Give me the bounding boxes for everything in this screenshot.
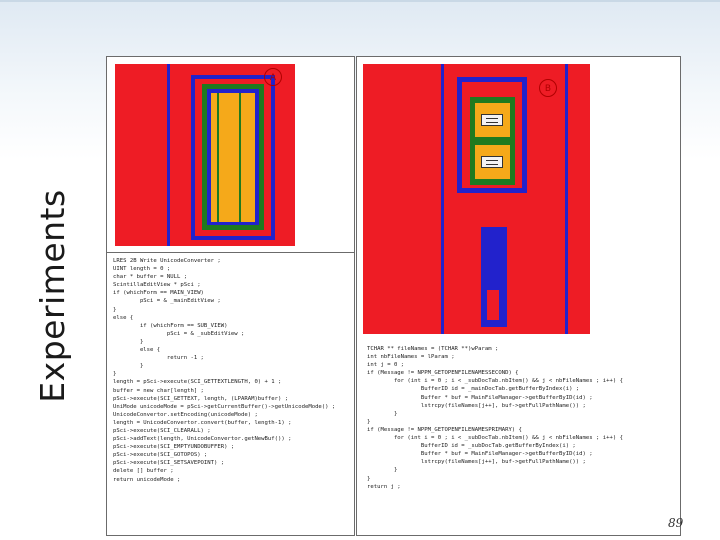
code-line: delete [] buffer ; [113, 468, 174, 475]
code-line: return -1 ; [113, 355, 204, 362]
code-line: UniMode unicodeMode = pSci->getCurrentBuffer()->getUnicodeMode() ; [113, 403, 336, 410]
page-number: 89 [668, 516, 684, 530]
diagram-b-red-slot [486, 289, 500, 321]
slide-title: Experiments [33, 189, 72, 403]
code-line: if (Message != NPPM_GETOPENFILENAMESPRIMARY) { [367, 426, 522, 433]
diagram-b-label: B [539, 79, 557, 97]
code-line: ScintillaEditView * pSci ; [113, 282, 201, 289]
code-line: LRES 2B Write UnicodeConverter ; [113, 258, 221, 264]
figure-panel-a [106, 56, 355, 536]
code-line: Buffer * buf = MainFileManager->getBufferByID(id) ; [367, 394, 593, 401]
code-line: UINT length = 0 ; [113, 266, 171, 273]
code-line: } [367, 410, 398, 417]
code-line: else { [113, 347, 161, 354]
code-line: } [367, 475, 371, 482]
code-line: pSci = & _subEditView ; [113, 330, 245, 337]
code-line: int j = 0 ; [367, 362, 405, 369]
code-line: char * buffer = NULL ; [113, 274, 188, 281]
code-line: for (int i = 0 ; i < _subDocTab.nbItem() && j < nbFileNames ; i++) { [367, 435, 623, 442]
code-line: Buffer * buf = MainFileManager->getBufferByID(id) ; [367, 451, 593, 458]
code-line: if (whichForm == MAIN_VIEW) [113, 290, 204, 297]
code-line: pSci->execute(SCI_EMPTYUNDOBUFFER) ; [113, 444, 235, 451]
code-listing-b [367, 345, 623, 491]
code-line: pSci->execute(SCI_CLEARALL) ; [113, 427, 211, 434]
code-line: length = pSci->execute(SCI_GETTEXTLENGTH, 0) + 1 ; [113, 379, 282, 386]
code-line: lstrcpy(fileNames[j++], buf->getFullPathName()) ; [367, 402, 586, 409]
code-line: pSci->execute(SCI_GETTEXT, length, (LPARAM)buffer) ; [113, 395, 289, 402]
code-line: pSci->execute(SCI_SETSAVEPOINT) ; [113, 460, 225, 467]
code-line: } [113, 363, 144, 370]
code-line: return unicodeMode ; [113, 476, 181, 483]
code-line: if (Message != NPPM_GETOPENFILENAMESSECOND) { [367, 370, 519, 377]
code-line: } [367, 467, 398, 474]
panel-a-divider [107, 252, 354, 253]
code-line: BufferID id = _mainDocTab.getBufferByIndex(i) ; [367, 386, 580, 393]
code-line: buffer = new char[length] ; [113, 387, 204, 394]
code-line: BufferID id = _subDocTab.getBufferByIndex(i) ; [367, 443, 576, 450]
code-line: pSci->execute(SCI_GOTOPOS) ; [113, 452, 208, 459]
code-line: length = UnicodeConvertor.convert(buffer, length-1) ; [113, 419, 292, 426]
diagram-b-right-blue-stripe [565, 64, 568, 334]
diagram-b-left-blue-stripe [441, 64, 444, 334]
diagram-a-label: A [264, 68, 282, 86]
diagram-a-orange-column [217, 93, 241, 222]
code-line: } [113, 338, 144, 345]
diagram-a-left-blue-stripe [167, 64, 170, 246]
code-line: TCHAR ** fileNames = (TCHAR **)wParam ; [367, 346, 499, 352]
diagram-b-editor-icon-bottom [481, 156, 503, 168]
code-line: else { [113, 314, 134, 321]
code-line: pSci = & _mainEditView ; [113, 298, 221, 305]
diagram-b-editor-icon-top [481, 114, 503, 126]
code-line: if (whichForm == SUB_VIEW) [113, 322, 228, 329]
code-line: } [113, 371, 117, 378]
code-line: for (int i = 0 ; i < _subDocTab.nbItem() && j < nbFileNames ; i++) { [367, 378, 623, 385]
code-line: int nbFileNames = lParam ; [367, 354, 455, 361]
figure-panel-b [356, 56, 684, 536]
code-line: lstrcpy(fileNames[j++], buf->getFullPathName()) ; [367, 459, 586, 466]
code-line: return j ; [367, 483, 401, 490]
code-line: } [113, 306, 117, 313]
code-line: UnicodeConvertor.setEncoding(unicodeMode) ; [113, 411, 258, 418]
header-top-line [0, 0, 720, 2]
code-listing-a [113, 257, 335, 484]
code-line: pSci->addText(length, UnicodeConvertor.getNewBuf()) ; [113, 436, 292, 443]
code-line: } [367, 418, 371, 425]
